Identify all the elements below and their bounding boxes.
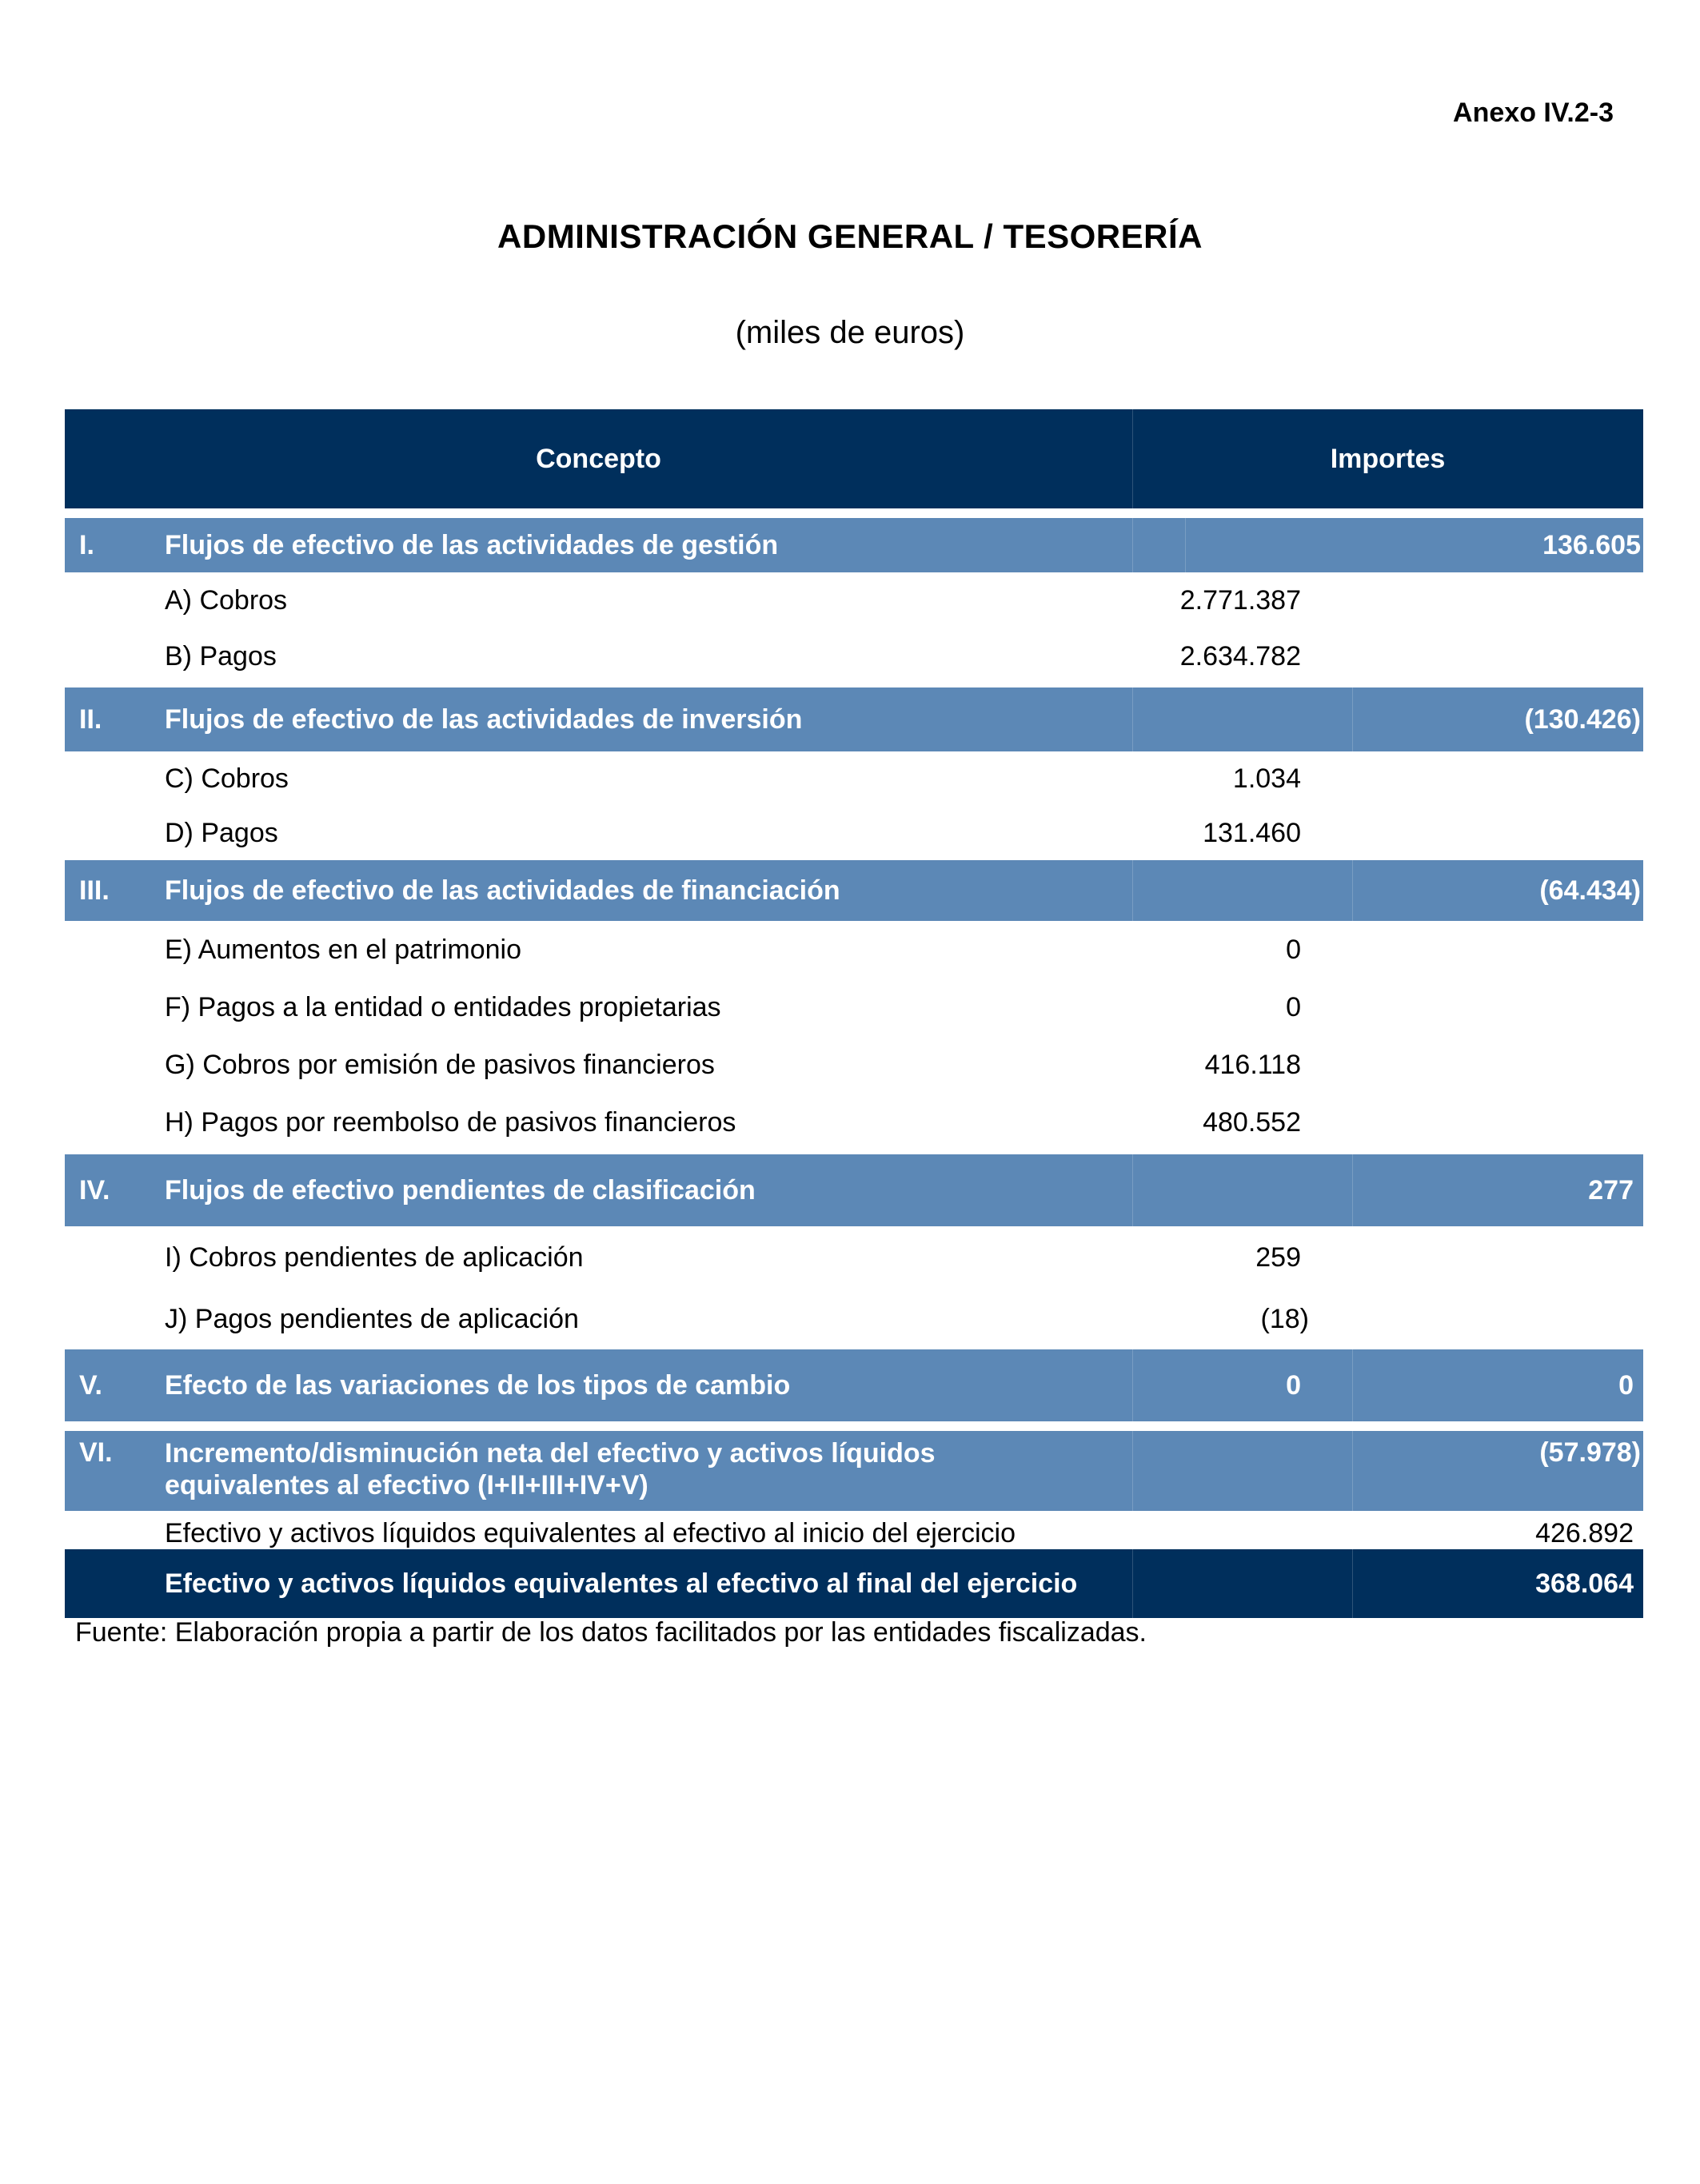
table-row <box>65 628 1643 684</box>
item-label: B) Pagos <box>165 640 277 672</box>
section-sub-value: 0 <box>1286 1369 1301 1401</box>
section-number: III. <box>79 875 110 906</box>
header-concepto: Concepto <box>536 443 661 474</box>
item-label: D) Pagos <box>165 817 278 848</box>
section-row-iv <box>65 1154 1643 1226</box>
section-label: Efecto de las variaciones de los tipos de cambio <box>165 1369 791 1401</box>
source-note: Fuente: Elaboración propia a partir de los datos facilitados por las entidades fiscalizadas. <box>75 1617 1147 1648</box>
section-number: II. <box>79 703 102 735</box>
item-label: I) Cobros pendientes de aplicación <box>165 1241 584 1273</box>
table-header <box>65 409 1643 508</box>
item-value: 0 <box>1286 934 1301 965</box>
section-number: V. <box>79 1369 103 1401</box>
header-importes: Importes <box>1330 443 1446 474</box>
section-total: 0 <box>1618 1369 1634 1401</box>
table-row <box>65 572 1643 628</box>
section-label: Flujos de efectivo de las actividades de gestión <box>165 529 779 560</box>
item-value: 259 <box>1255 1241 1301 1273</box>
section-label: Incremento/disminución neta del efectivo y activos líquidos equivalentes al efectivo (I+II+III+IV+V) <box>165 1438 936 1501</box>
item-value: 2.771.387 <box>1179 584 1301 616</box>
section-number: I. <box>79 529 94 560</box>
final-label: Efectivo y activos líquidos equivalentes al efectivo al final del ejercicio <box>165 1568 1078 1599</box>
table-row <box>65 921 1643 978</box>
section-row-ii <box>65 687 1643 751</box>
section-label: Flujos de efectivo pendientes de clasificación <box>165 1174 756 1206</box>
table-row <box>65 1226 1643 1289</box>
section-row-iii <box>65 860 1643 921</box>
item-value: (18) <box>1260 1303 1309 1334</box>
item-label: C) Cobros <box>165 763 289 794</box>
item-value: 131.460 <box>1203 817 1301 848</box>
section-total: (130.426) <box>1524 703 1641 735</box>
section-label: Flujos de efectivo de las actividades de financiación <box>165 875 840 906</box>
table-row <box>65 1289 1643 1349</box>
item-value: 0 <box>1286 991 1301 1022</box>
final-value: 368.064 <box>1535 1568 1634 1599</box>
item-label: E) Aumentos en el patrimonio <box>165 934 522 965</box>
section-total: 277 <box>1588 1174 1634 1206</box>
section-label: Flujos de efectivo de las actividades de inversión <box>165 703 803 735</box>
item-value: 480.552 <box>1203 1106 1301 1138</box>
item-label: F) Pagos a la entidad o entidades propietarias <box>165 991 721 1022</box>
page-title: ADMINISTRACIÓN GENERAL / TESORERÍA <box>497 217 1203 255</box>
item-value: 1.034 <box>1232 763 1301 794</box>
section-total: 136.605 <box>1542 529 1641 560</box>
item-label: J) Pagos pendientes de aplicación <box>165 1303 579 1334</box>
section-number: VI. <box>79 1437 113 1468</box>
section-total: (57.978) <box>1539 1437 1641 1468</box>
page-subtitle: (miles de euros) <box>735 315 965 350</box>
item-label: A) Cobros <box>165 584 288 616</box>
final-row <box>65 1549 1643 1618</box>
table-row <box>65 1094 1643 1151</box>
item-value: 2.634.782 <box>1179 640 1301 672</box>
table-row <box>65 751 1643 806</box>
table-row <box>65 1036 1643 1094</box>
table-row <box>65 978 1643 1036</box>
item-value: 416.118 <box>1204 1049 1301 1080</box>
section-row-i <box>65 518 1643 572</box>
item-label: G) Cobros por emisión de pasivos financieros <box>165 1049 715 1080</box>
inicio-label: Efectivo y activos líquidos equivalentes al efectivo al inicio del ejercicio <box>165 1517 1016 1548</box>
section-total: (64.434) <box>1539 875 1641 906</box>
annex-label: Anexo IV.2-3 <box>1453 98 1614 128</box>
inicio-value: 426.892 <box>1535 1517 1634 1548</box>
section-row-vi <box>65 1431 1643 1511</box>
section-number: IV. <box>79 1174 110 1206</box>
section-row-v <box>65 1349 1643 1421</box>
item-label: H) Pagos por reembolso de pasivos financieros <box>165 1106 736 1138</box>
table-row <box>65 806 1643 860</box>
